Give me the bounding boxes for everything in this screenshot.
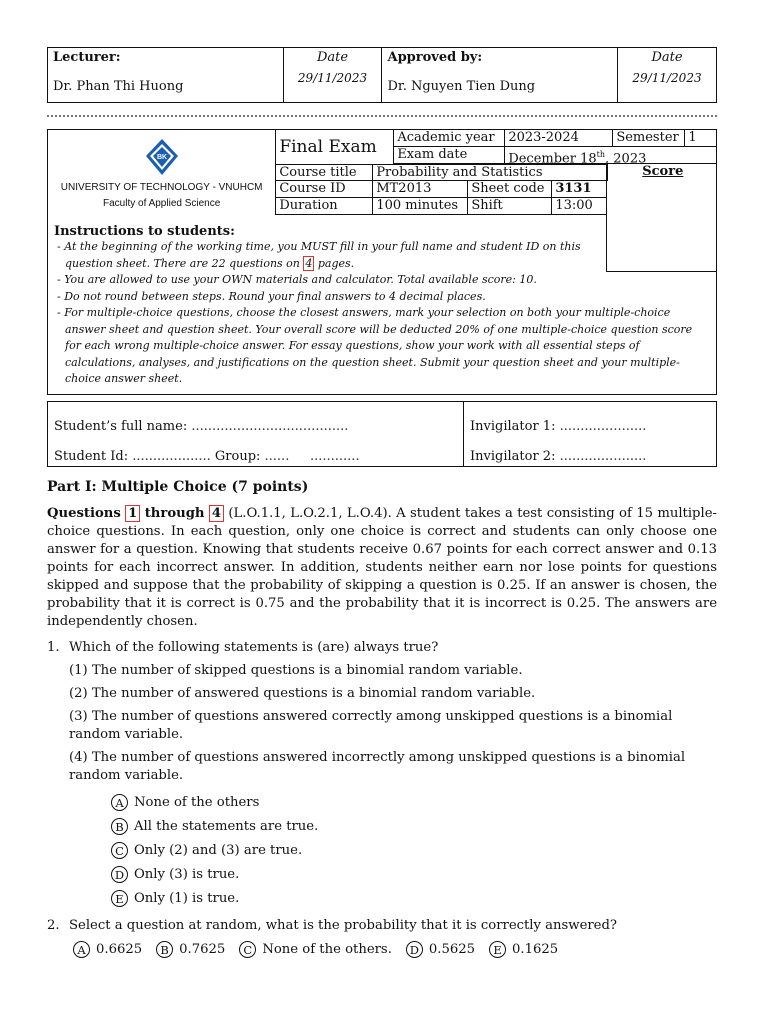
choice-text: Only (1) is true. xyxy=(134,890,240,906)
choice-text: Only (2) and (3) are true. xyxy=(134,842,303,858)
lecturer-date-header: Date xyxy=(316,50,349,65)
group-label: Group: xyxy=(214,448,261,464)
approver-name: Dr. Nguyen Tien Dung xyxy=(387,79,536,94)
question-text: Select a question at random, what is the probability that it is correctly answered? xyxy=(69,917,618,933)
choice-letter[interactable]: A xyxy=(111,794,128,811)
student-id-field[interactable]: ................... xyxy=(132,448,211,464)
lecturer-date-cell xyxy=(283,48,382,103)
pages-link[interactable]: 4 xyxy=(305,256,313,270)
student-info-left xyxy=(48,402,464,466)
choice-d[interactable] xyxy=(111,863,717,887)
score-label: Score xyxy=(607,164,717,181)
question-text: Which of the following statements is (are) always true? xyxy=(69,639,439,655)
group-field[interactable]: ...... ............ xyxy=(264,448,360,464)
lecturer-cell xyxy=(48,48,284,103)
exam-date xyxy=(504,147,717,167)
invigilator-2-label: Invigilator 2: xyxy=(470,448,556,464)
cut-line xyxy=(47,109,717,117)
question-2-choices xyxy=(73,941,717,959)
invigilator-2-line xyxy=(470,442,710,472)
sheet-code-label: Sheet code xyxy=(467,181,551,198)
lecturer-date: 29/11/2023 xyxy=(297,71,368,85)
shift: 13:00 xyxy=(551,198,607,215)
intro-lead: Questions xyxy=(47,505,121,521)
exam-date-day: December 18 xyxy=(508,151,597,167)
choice-b[interactable] xyxy=(111,815,717,839)
statement-3: (3) The number of questions answered correctly among unskipped questions is a binomial random variable. xyxy=(69,708,673,742)
intro-through: through xyxy=(144,505,205,521)
intro-text: (L.O.1.1, L.O.2.1, L.O.4). A student takes a test consisting of 15 multiple-choice questions. In each question, only one choice is correct and students can only choose one answer for a question. Knowing that students receive 0.67 points for each correct answer and 0.13 points for each incorrect answer. In addition, students neither earn nor lose points for questions skipped and suppose that the probability of skipping a question is 0.25. If an answer is chosen, the probability that it is correct is 0.75 and the probability that it is incorrect is 0.25. The answers are independently chosen. xyxy=(47,505,717,629)
choice-c[interactable] xyxy=(111,839,717,863)
semester-label: Semester xyxy=(612,130,684,147)
exam-title: Final Exam xyxy=(275,130,393,164)
duration: 100 minutes xyxy=(372,198,467,215)
choice-text: None of the others. xyxy=(262,941,392,957)
faculty-name: Faculty of Applied Science xyxy=(103,198,221,209)
choice-letter[interactable]: A xyxy=(73,941,90,958)
student-name-label: Student’s full name: xyxy=(54,418,188,434)
choice-e[interactable] xyxy=(489,941,558,959)
choice-letter[interactable]: B xyxy=(111,818,128,835)
approval-table xyxy=(47,47,717,103)
question-2 xyxy=(47,917,717,959)
choice-text: 0.6625 xyxy=(96,941,143,957)
duration-label: Duration xyxy=(275,198,372,215)
exam-date-label: Exam date xyxy=(393,147,504,164)
part-1-title: Part I: Multiple Choice (7 points) xyxy=(47,478,309,495)
instruction-item: - For multiple-choice questions, choose the closest answers, mark your selection on both your multiple-choice answer sheet and question sheet. Your overall score will be deducted 20% of one multiple-choice question score for each wrong multiple-choice answer. For essay questions, show your work with all essential steps of calculations, analyses, and justifications on the question sheet. Submit your question sheet and your multiple-choice answer sheet. xyxy=(54,305,704,388)
choice-text: All the statements are true. xyxy=(134,818,319,834)
academic-year: 2023-2024 xyxy=(504,130,612,147)
approver-date: 29/11/2023 xyxy=(632,71,702,85)
statement-1: (1) The number of skipped questions is a binomial random variable. xyxy=(69,662,523,678)
course-title: Probability and Statistics xyxy=(372,164,607,181)
question-4-link[interactable]: 4 xyxy=(209,505,224,522)
statement-2: (2) The number of answered questions is a binomial random variable. xyxy=(69,685,536,701)
instruction-1a: At the beginning of the working time, you MUST fill in your full name and student ID on this question sheet. There are 22 questions on xyxy=(64,240,581,270)
choice-letter[interactable]: C xyxy=(111,842,128,859)
invigilator-1-field[interactable]: ..................... xyxy=(559,418,647,434)
invigilator-1-label: Invigilator 1: xyxy=(470,418,556,434)
academic-year-label: Academic year xyxy=(393,130,504,147)
instructions-title: Instructions to students: xyxy=(54,224,235,239)
university-logo-icon xyxy=(145,138,179,176)
instruction-item xyxy=(54,239,610,272)
exam-date-suffix: th xyxy=(596,150,606,159)
course-title-label: Course title xyxy=(275,164,372,181)
exam-page xyxy=(47,47,717,959)
semester-value: 1 xyxy=(684,130,717,147)
student-id-line xyxy=(54,442,457,472)
choice-text: Only (3) is true. xyxy=(134,866,240,882)
choice-letter[interactable]: B xyxy=(156,941,173,958)
course-id-label: Course ID xyxy=(275,181,372,198)
student-id-label: Student Id: xyxy=(54,448,129,464)
choice-letter[interactable]: E xyxy=(489,941,506,958)
instructions xyxy=(48,222,693,394)
lecturer-name: Dr. Phan Thi Huong xyxy=(53,79,184,94)
approver-cell xyxy=(382,48,618,103)
questions-intro xyxy=(47,505,717,631)
logo-text: BK xyxy=(156,154,167,161)
choice-a[interactable] xyxy=(111,791,717,815)
choice-b[interactable] xyxy=(156,941,225,959)
student-name-field[interactable]: ...................................... xyxy=(191,418,349,434)
instructions-list xyxy=(54,239,693,388)
question-1-link[interactable]: 1 xyxy=(125,505,140,522)
student-name-line xyxy=(54,412,457,442)
choice-letter[interactable]: E xyxy=(111,890,128,907)
question-1-choices xyxy=(111,791,717,911)
question-number: 1. xyxy=(47,639,60,655)
approver-date-cell xyxy=(618,48,717,103)
lecturer-label: Lecturer: xyxy=(53,50,121,65)
choice-text: 0.7625 xyxy=(179,941,226,957)
choice-text: 0.1625 xyxy=(512,941,559,957)
choice-letter[interactable]: D xyxy=(406,941,423,958)
instruction-1b: pages. xyxy=(317,256,355,270)
choice-d[interactable] xyxy=(406,941,475,959)
student-info-box xyxy=(47,401,717,467)
choice-text: None of the others xyxy=(134,794,260,810)
question-1 xyxy=(47,639,717,911)
score-box xyxy=(606,164,716,272)
university-block xyxy=(48,130,275,222)
course-id: MT2013 xyxy=(372,181,467,198)
invigilator-1-line xyxy=(470,412,710,442)
choice-c[interactable] xyxy=(239,941,392,959)
approver-date-header: Date xyxy=(651,50,683,65)
statement-4: (4) The number of questions answered incorrectly among unskipped questions is a binomial random variable. xyxy=(69,749,686,783)
invigilator-2-field[interactable]: ..................... xyxy=(559,448,647,464)
sheet-code: 3131 xyxy=(551,181,607,198)
choice-letter[interactable]: C xyxy=(239,941,256,958)
exam-date-year: , 2023 xyxy=(605,151,647,167)
shift-label: Shift xyxy=(467,198,551,215)
choice-letter[interactable]: D xyxy=(111,866,128,883)
question-number: 2. xyxy=(47,917,60,933)
exam-header-box xyxy=(47,129,717,395)
choice-text: 0.5625 xyxy=(428,941,476,957)
choice-a[interactable] xyxy=(73,941,142,959)
invigilator-info xyxy=(464,402,716,466)
university-name: UNIVERSITY OF TECHNOLOGY - VNUHCM xyxy=(60,182,263,193)
instruction-item: - Do not round between steps. Round your final answers to 4 decimal places. xyxy=(54,289,610,306)
instruction-item: - You are allowed to use your OWN materials and calculator. Total available score: 10. xyxy=(54,272,610,289)
choice-e[interactable] xyxy=(111,887,717,911)
approved-label: Approved by: xyxy=(387,50,483,65)
